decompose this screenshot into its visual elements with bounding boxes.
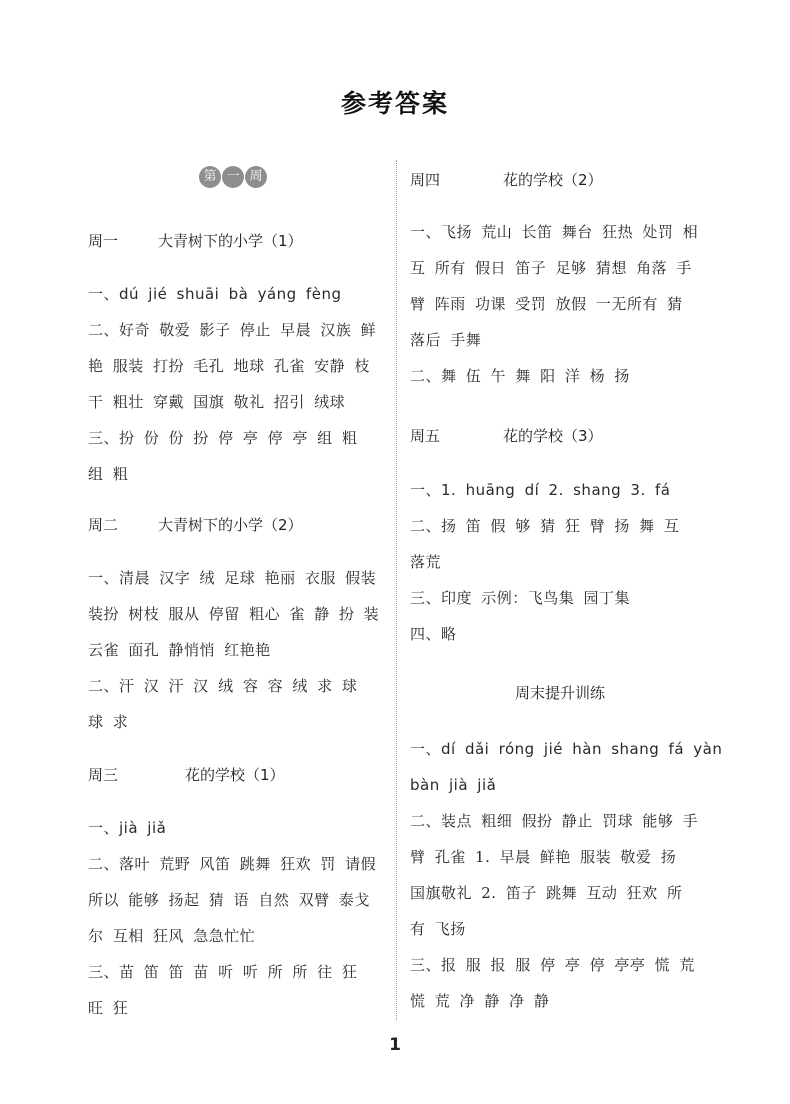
answer-line: 一、dí dǎi róng jié hàn shang fá yàn (410, 740, 723, 758)
answer-line: 臂 阵雨 功课 受罚 放假 一无所有 猜 (410, 295, 683, 313)
section-day: 周四 (410, 171, 441, 189)
section-heading-mon (88, 230, 303, 251)
answer-line: 三、苗 笛 笛 苗 听 听 所 所 往 狂 (88, 963, 358, 981)
column-divider (396, 160, 397, 1020)
answer-line: 落后 手舞 (410, 331, 482, 349)
answer-line: 二、汗 汉 汗 汉 绒 容 容 绒 求 球 (88, 677, 358, 695)
answer-line: 三、印度 示例：飞鸟集 园丁集 (410, 589, 631, 607)
answers-weekend (410, 731, 722, 1019)
section-lesson: 花的学校（3） (503, 427, 603, 445)
answer-line: 二、舞 伍 午 舞 阳 洋 杨 扬 (410, 367, 630, 385)
answer-line: 臂 孔雀 1. 早晨 鲜艳 服装 敬爱 扬 (410, 848, 677, 866)
section-lesson: 花的学校（2） (503, 171, 603, 189)
answer-line: 有 飞扬 (410, 920, 466, 938)
answer-line: 一、飞扬 荒山 长笛 舞台 狂热 处罚 相 (410, 223, 699, 241)
section-day: 周五 (410, 427, 441, 445)
page-title: 参考答案 (340, 89, 449, 118)
answers-wed (88, 810, 376, 1026)
answer-line: 一、清晨 汉字 绒 足球 艳丽 衣服 假装 (88, 569, 377, 587)
section-lesson: 花的学校（1） (185, 766, 285, 784)
week-badge (199, 166, 267, 188)
section-heading-weekend: 周末提升训练 (514, 684, 605, 702)
answer-line: 干 粗壮 穿戴 国旗 敬礼 招引 绒球 (88, 393, 346, 411)
answer-line: 三、报 服 报 服 停 亭 停 亭亭 慌 荒 (410, 956, 695, 974)
section-lesson: 大青树下的小学（2） (158, 516, 303, 534)
answer-line: 二、好奇 敬爱 影子 停止 早晨 汉族 鲜 (88, 321, 377, 339)
page-number: 1 (389, 1035, 401, 1055)
answer-line: 一、1. huāng dí 2. shang 3. fá (410, 481, 671, 499)
answer-line: 落荒 (410, 553, 442, 571)
section-day: 周一 (88, 232, 119, 250)
answer-line: 四、略 (410, 625, 457, 643)
section-day: 周三 (88, 766, 119, 784)
answer-line: 球 求 (88, 713, 129, 731)
section-lesson: 大青树下的小学（1） (158, 232, 303, 250)
answers-tue (88, 560, 379, 740)
answer-line: 尔 互相 狂风 急急忙忙 (88, 927, 256, 945)
week-badge-char: 一 (222, 166, 244, 188)
answer-line: 三、扮 份 份 扮 停 亭 停 亭 组 粗 (88, 429, 358, 447)
answer-line: 二、扬 笛 假 够 猜 狂 臂 扬 舞 互 (410, 517, 680, 535)
section-heading-thu (410, 169, 603, 190)
answer-line: 艳 服装 打扮 毛孔 地球 孔雀 安静 枝 (88, 357, 370, 375)
answer-line: 一、dú jié shuāi bà yáng fèng (88, 285, 342, 303)
answer-line: 所以 能够 扬起 猜 语 自然 双臂 泰戈 (88, 891, 370, 909)
answer-line: 慌 荒 净 静 净 静 (410, 992, 550, 1010)
section-heading-wed (88, 764, 285, 785)
answer-line: 云雀 面孔 静悄悄 红艳艳 (88, 641, 271, 659)
answer-line: 二、装点 粗细 假扮 静止 罚球 能够 手 (410, 812, 699, 830)
answers-fri (410, 472, 679, 652)
answers-mon (88, 276, 376, 492)
answer-line: 互 所有 假日 笛子 足够 猜想 角落 手 (410, 259, 692, 277)
section-heading-fri (410, 425, 603, 446)
answer-line: 组 粗 (88, 465, 129, 483)
section-day: 周二 (88, 516, 119, 534)
answer-line: 二、落叶 荒野 风笛 跳舞 狂欢 罚 请假 (88, 855, 377, 873)
answer-line: 国旗敬礼 2. 笛子 跳舞 互动 狂欢 所 (410, 884, 683, 902)
section-heading-tue (88, 514, 303, 535)
week-badge-char: 周 (245, 166, 267, 188)
week-badge-char: 第 (199, 166, 221, 188)
answers-thu (410, 214, 698, 394)
answer-line: bàn jià jiǎ (410, 776, 497, 794)
answer-line: 一、jià jiǎ (88, 819, 167, 837)
answer-line: 装扮 树枝 服从 停留 粗心 雀 静 扮 装 (88, 605, 380, 623)
answer-line: 旺 狂 (88, 999, 129, 1017)
